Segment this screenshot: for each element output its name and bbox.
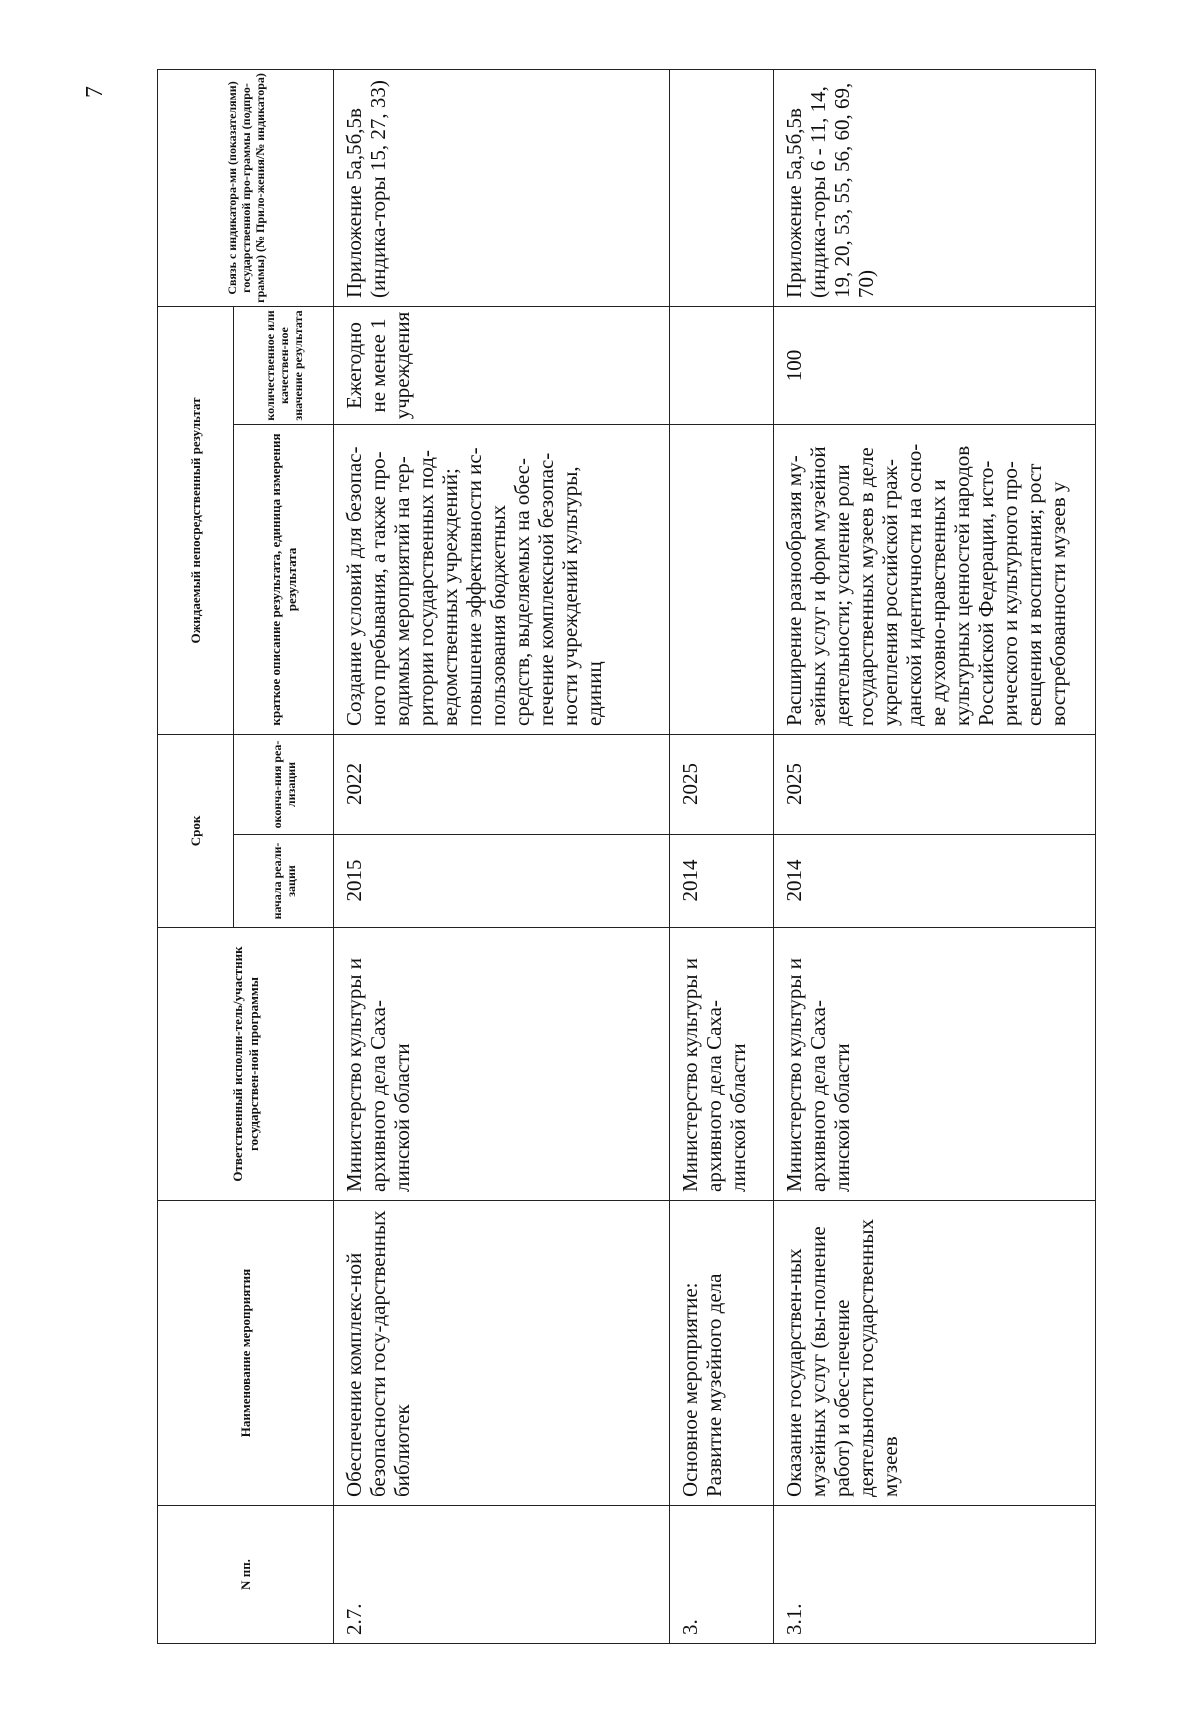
row-start: 2014 [774,835,1096,928]
row-start: 2014 [670,835,774,928]
row-start: 2015 [334,835,670,928]
row-end: 2025 [774,734,1096,834]
row-indicators [670,69,774,306]
header-term-end: оконча-ния реа-лизации [234,734,334,834]
table-row [670,69,774,1643]
row-num: 2.7. [334,1506,670,1644]
row-description [670,424,774,734]
row-executor: Министерство культуры и архивного дела Саха-линской области [774,928,1096,1201]
table-header-row [158,69,234,1643]
row-num: 3. [670,1506,774,1644]
row-description: Создание условий для безопас-ного пребывания, а также про-водимых мероприятий на тер-ритории государственных под-ведомственных учреждений; повышение эффективности ис-пользования бюджетных средств, выделяемых на обес-печение комплексной безопас-ности учреждений культуры, единиц [334,424,670,734]
header-name: Наименование мероприятия [158,1201,334,1506]
activities-table [157,69,1096,1644]
table-row [774,69,1096,1643]
row-value: Ежегодно не менее 1 учреждения [334,306,670,424]
row-indicators: Приложение 5а,5б,5в (индика-торы 15, 27, 33) [334,69,670,306]
header-result-value: количественное или качествен-ное значение результата [234,306,334,424]
row-num: 3.1. [774,1506,1096,1644]
row-end: 2025 [670,734,774,834]
row-name: Оказание государствен-ных музейных услуг (вы-полнение работ) и обес-печение деятельности государственных музеев [774,1201,1096,1506]
header-result-desc: краткое описание результата, единица измерения результата [234,424,334,734]
header-executor: Ответственный исполни-тель/участник государствен-ной программы [158,928,334,1201]
row-name: Основное мероприятие: Развитие музейного дела [670,1201,774,1506]
header-term: Срок [158,734,234,927]
header-result: Ожидаемый непосредственный результат [158,306,234,734]
table-row [334,69,670,1643]
row-value [670,306,774,424]
row-name: Обеспечение комплекс-ной безопасности госу-дарственных библиотек [334,1201,670,1506]
page-number: 7 [82,86,108,98]
row-executor: Министерство культуры и архивного дела Саха-линской области [334,928,670,1201]
row-end: 2022 [334,734,670,834]
row-description: Расширение разнообразия му-зейных услуг и форм музейной деятельности; усиление роли государственных музеев в деле укрепления российской граж-данской идентичности на осно-ве духовно-нравственных и культурных ценностей народов Российской Федерации, исто-рического и культурного про-свещения и воспитания; рост востребованности музеев у [774,424,1096,734]
header-num: N пп. [158,1506,334,1644]
header-term-start: начала реали-зации [234,835,334,928]
row-indicators: Приложение 5а,5б,5в (индика-торы 6 - 11, 14, 19, 20, 53, 55, 56, 60, 69, 70) [774,69,1096,306]
header-indicators: Связь с индикатора-ми (показателями) государственной про-граммы (подпро-граммы) (№ Прило-жения/№ индикатора) [158,69,334,306]
row-value: 100 [774,306,1096,424]
row-executor: Министерство культуры и архивного дела Саха-линской области [670,928,774,1201]
